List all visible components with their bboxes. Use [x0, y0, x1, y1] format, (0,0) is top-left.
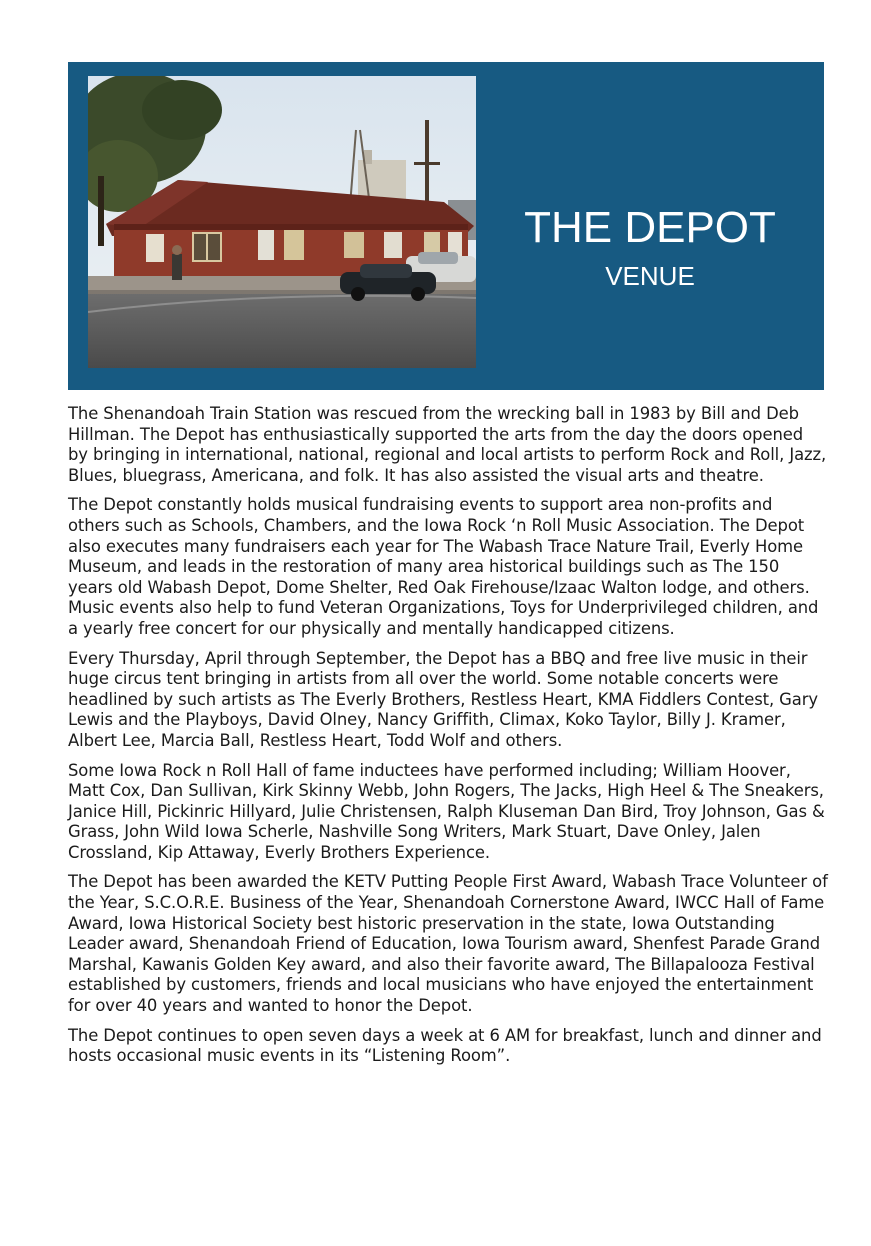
- depot-building-photo: [88, 76, 476, 368]
- paragraph-hall-of-fame: Some Iowa Rock n Roll Hall of fame inductees have performed including; William Hoover, Matt Cox, Dan Sullivan, Kirk Skinny Webb, John Rogers, The Jacks, High Heel & The Sneakers, Janice Hill, Pickinric Hillyard, Julie Christensen, Ralph Kluseman Dan Bird, Troy Johnson, Gas & Grass, John Wild Iowa Scherle, Nashville Song Writers, Mark Stuart, Dave Onley, Jalen Crossland, Kip Attaway, Everly Brothers Experience.: [68, 760, 825, 862]
- article-body: [68, 404, 828, 1076]
- paragraph-awards: The Depot has been awarded the KETV Putting People First Award, Wabash Trace Volunteer of the Year, S.C.O.R.E. Business of the Year, Shenandoah Cornerstone Award, IWCC Hall of Fame Award, Iowa Historical Society best historic preservation in the state, Iowa Outstanding Leader award, Shenandoah Friend of Education, Iowa Tourism award, Shenfest Parade Grand Marshal, Kawanis Golden Key award, and also their favorite award, The Billapalooza Festival established by customers, friends and local musicians who have enjoyed the entertainment for over 40 years and wanted to honor the Depot.: [68, 872, 828, 1016]
- paragraph-fundraising: The Depot constantly holds musical fundraising events to support area non-profits and others such as Schools, Chambers, and the Iowa Rock ‘n Roll Music Association. The Depot also executes many fundraisers each year for The Wabash Trace Nature Trail, Everly Home Museum, and leads in the restoration of many area historical buildings such as The 150 years old Wabash Depot, Dome Shelter, Red Oak Firehouse/Izaac Walton lodge, and others. Music events also help to fund Veteran Organizations, Toys for Underprivileged children, and a yearly free concert for our physically and mentally handicapped citizens.: [68, 495, 819, 638]
- page-subtitle: VENUE: [605, 261, 695, 291]
- paragraph-history: The Shenandoah Train Station was rescued from the wrecking ball in 1983 by Bill and Deb Hillman. The Depot has enthusiastically supported the arts from the day the doors opened by bringing in international, national, regional and local artists to perform Rock and Roll, Jazz, Blues, bluegrass, Americana, and folk. It has also assisted the visual arts and theatre.: [68, 404, 827, 485]
- header-banner: [68, 62, 824, 390]
- title-block: [476, 62, 824, 390]
- paragraph-hours: The Depot continues to open seven days a week at 6 AM for breakfast, lunch and dinner and hosts occasional music events in its “Listening Room”.: [68, 1025, 822, 1066]
- paragraph-thursday-concerts: Every Thursday, April through September, the Depot has a BBQ and free live music in their huge circus tent bringing in artists from all over the world. Some notable concerts were headlined by such artists as The Everly Brothers, Restless Heart, KMA Fiddlers Contest, Gary Lewis and the Playboys, David Olney, Nancy Griffith, Climax, Koko Taylor, Billy J. Kramer, Albert Lee, Marcia Ball, Restless Heart, Todd Wolf and others.: [68, 648, 818, 750]
- page-title: THE DEPOT: [524, 203, 776, 252]
